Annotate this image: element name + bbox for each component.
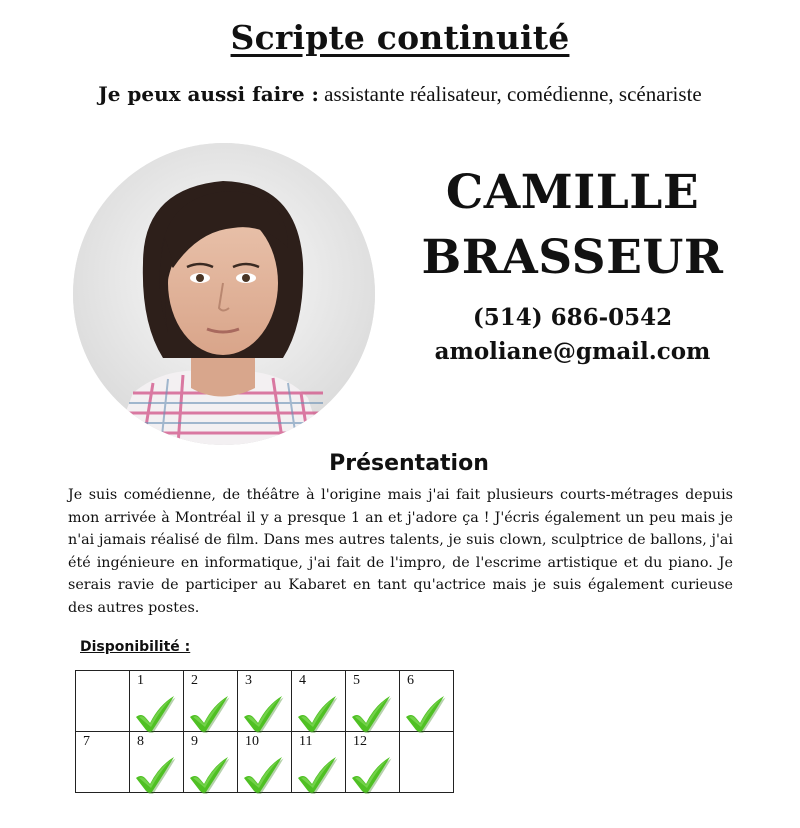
last-name: BRASSEUR	[421, 230, 724, 285]
portrait-photo	[73, 143, 375, 445]
other-roles-label: Je peux aussi faire :	[98, 82, 319, 106]
day-number: 6	[407, 673, 414, 688]
day-number: 5	[353, 673, 360, 688]
portrait-illustration	[73, 143, 375, 445]
day-number: 12	[353, 734, 367, 749]
calendar-day-cell	[238, 732, 292, 793]
green-check-icon	[349, 693, 393, 733]
green-check-icon	[133, 693, 177, 733]
calendar-day-cell	[346, 671, 400, 732]
green-check-icon	[403, 693, 447, 733]
calendar-day-cell	[292, 732, 346, 793]
green-check-icon	[241, 693, 285, 733]
calendar-day-cell	[130, 732, 184, 793]
phone-number: (514) 686-0542	[472, 304, 673, 331]
calendar-day-cell	[130, 671, 184, 732]
availability-calendar	[75, 670, 454, 793]
day-number: 10	[245, 734, 259, 749]
calendar-day-cell	[400, 671, 454, 732]
day-number: 4	[299, 673, 306, 688]
first-name: CAMILLE	[445, 165, 700, 220]
calendar-day-cell	[238, 671, 292, 732]
page-title: Scripte continuité	[230, 18, 570, 57]
green-check-icon	[349, 754, 393, 794]
green-check-icon	[187, 754, 231, 794]
calendar-day-cell	[292, 671, 346, 732]
day-number: 11	[299, 734, 313, 749]
email-address: amoliane@gmail.com	[434, 338, 711, 365]
day-number: 2	[191, 673, 198, 688]
day-number: 1	[137, 673, 144, 688]
calendar-row	[76, 671, 454, 732]
calendar-day-cell	[184, 732, 238, 793]
day-number: 9	[191, 734, 198, 749]
presentation-heading: Présentation	[329, 451, 489, 476]
calendar-day-cell	[400, 732, 454, 793]
calendar-day-cell	[184, 671, 238, 732]
calendar-day-cell	[76, 732, 130, 793]
day-number: 3	[245, 673, 252, 688]
calendar-day-cell	[76, 671, 130, 732]
calendar-row	[76, 732, 454, 793]
other-roles-list: assistante réalisateur, comédienne, scénariste	[324, 82, 702, 106]
green-check-icon	[187, 693, 231, 733]
day-number: 8	[137, 734, 144, 749]
availability-label: Disponibilité :	[80, 639, 191, 655]
calendar-day-cell	[346, 732, 400, 793]
candidate-name	[400, 160, 745, 290]
day-number: 7	[83, 734, 90, 749]
green-check-icon	[241, 754, 285, 794]
green-check-icon	[133, 754, 177, 794]
other-roles-line	[0, 82, 800, 107]
presentation-text: Je suis comédienne, de théâtre à l'origine mais j'ai fait plusieurs courts-métrages depuis mon arrivée à Montréal il y a presque 1 an et j'adore ça ! J'écris également un peu mais je n'ai jamais réalisé de film. Dans mes autres talents, je suis clown, sculptrice de ballons, j'ai été ingénieure en informatique, j'ai fait de l'impro, de l'escrime artistique et du piano. Je serais ravie de participer au Kabaret en tant qu'actrice mais je suis également curieuse des autres postes.	[68, 487, 733, 616]
green-check-icon	[295, 754, 339, 794]
green-check-icon	[295, 693, 339, 733]
